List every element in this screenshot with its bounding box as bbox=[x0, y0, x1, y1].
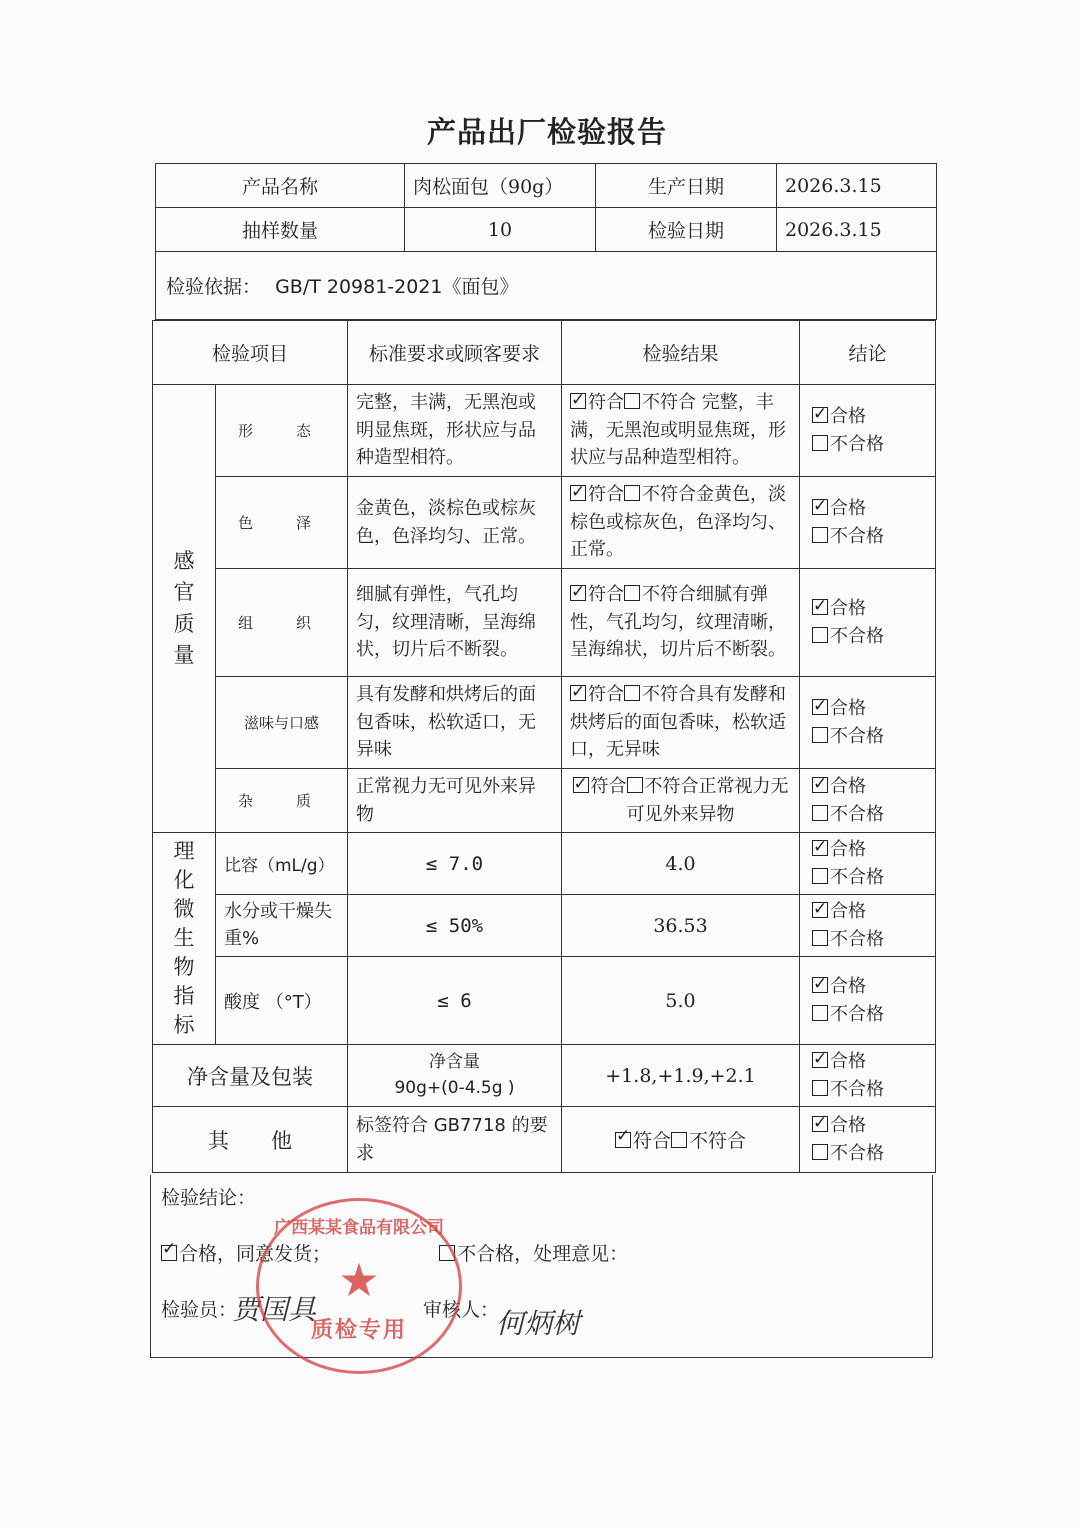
production-date-value: 2026.3.15 bbox=[777, 164, 937, 208]
checkbox-icon bbox=[812, 1005, 828, 1021]
item-conclusion: ✓合格 不合格 bbox=[800, 385, 936, 477]
fail-text: 不合格，处理意见： bbox=[457, 1243, 629, 1265]
item-result: ✓符合 不符合金黄色，淡棕色或棕灰色，色泽均匀、正常。 bbox=[562, 477, 800, 569]
product-name-value: 肉松面包（90g） bbox=[405, 164, 596, 208]
sample-qty-value: 10 bbox=[405, 208, 596, 252]
col-conclusion: 结论 bbox=[800, 321, 936, 385]
other-result: ✓符合 不符合 bbox=[562, 1107, 800, 1173]
checkbox-icon bbox=[624, 485, 640, 501]
checked-box-icon bbox=[615, 1132, 631, 1148]
item-result: ✓符合 不符合 完整，丰满，无黑泡或明显焦斑，形状应与品种造型相符。 bbox=[562, 385, 800, 477]
checkbox-icon bbox=[812, 1144, 828, 1160]
checkbox-icon bbox=[812, 627, 828, 643]
checkbox-icon bbox=[624, 685, 640, 701]
item-name: 酸度 （°T） bbox=[216, 957, 348, 1045]
item-standard: 完整，丰满，无黑泡或明显焦斑，形状应与品种造型相符。 bbox=[348, 385, 562, 477]
checked-box-icon bbox=[812, 499, 828, 515]
net-standard: 净含量 90g+(0-4.5g ) bbox=[348, 1045, 562, 1107]
item-standard: 细腻有弹性，气孔均匀，纹理清晰，呈海绵状，切片后不断裂。 bbox=[348, 569, 562, 677]
table-row bbox=[153, 957, 936, 1045]
net-name: 净含量及包装 bbox=[153, 1045, 348, 1107]
header-table bbox=[155, 163, 937, 320]
table-row bbox=[153, 1045, 936, 1107]
item-conclusion: ✓合格 不合格 bbox=[800, 569, 936, 677]
col-result: 检验结果 bbox=[562, 321, 800, 385]
checkbox-icon bbox=[812, 868, 828, 884]
checkbox-icon bbox=[812, 527, 828, 543]
item-result: ✓符合 不符合细腻有弹性，气孔均匀，纹理清晰，呈海绵状，切片后不断裂。 bbox=[562, 569, 800, 677]
item-standard: ≤ 7.0 bbox=[348, 833, 562, 895]
item-name: 色 泽 bbox=[216, 477, 348, 569]
item-result: ✓符合 不符合正常视力无可见外来异物 bbox=[562, 769, 800, 833]
conclusion-label: 检验结论： bbox=[161, 1187, 257, 1209]
table-row bbox=[153, 385, 936, 477]
checkbox-icon bbox=[812, 930, 828, 946]
checked-box-icon bbox=[812, 699, 828, 715]
stamp-top-text: 广西某某食品有限公司 bbox=[274, 1218, 444, 1238]
item-result: 5.0 bbox=[562, 957, 800, 1045]
reviewer-signature: 何炳树 bbox=[496, 1307, 581, 1340]
product-name-label: 产品名称 bbox=[156, 164, 405, 208]
physchem-group-label: 理 化 微 生 物 指 标 bbox=[153, 833, 216, 1045]
item-standard: ≤ 50% bbox=[348, 895, 562, 957]
inspector-signature: 贾国具 bbox=[232, 1293, 317, 1326]
checked-box-icon bbox=[812, 902, 828, 918]
basis-value: GB/T 20981-2021《面包》 bbox=[275, 276, 519, 298]
item-conclusion: ✓合格 不合格 bbox=[800, 833, 936, 895]
table-row bbox=[153, 833, 936, 895]
net-conclusion: ✓合格 不合格 bbox=[800, 1045, 936, 1107]
item-name: 组 织 bbox=[216, 569, 348, 677]
production-date-label: 生产日期 bbox=[596, 164, 777, 208]
table-row bbox=[153, 569, 936, 677]
table-row bbox=[153, 677, 936, 769]
other-standard: 标签符合 GB7718 的要求 bbox=[348, 1107, 562, 1173]
item-result: 36.53 bbox=[562, 895, 800, 957]
pass-text: 合格，同意发货； bbox=[179, 1243, 332, 1265]
stamp-bottom-text: 质检专用 bbox=[310, 1318, 407, 1343]
inspection-date-label: 检验日期 bbox=[596, 208, 777, 252]
checked-box-icon bbox=[570, 585, 586, 601]
col-item: 检验项目 bbox=[153, 321, 348, 385]
checkbox-icon bbox=[812, 727, 828, 743]
checked-box-icon bbox=[812, 599, 828, 615]
reviewer-label: 审核人： bbox=[423, 1299, 500, 1321]
item-result: ✓符合 不符合具有发酵和烘烤后的面包香味，松软适口，无异味 bbox=[562, 677, 800, 769]
checked-box-icon bbox=[570, 685, 586, 701]
item-name: 比容（mL/g） bbox=[216, 833, 348, 895]
checked-box-icon bbox=[812, 777, 828, 793]
checkbox-icon bbox=[624, 585, 640, 601]
item-standard: ≤ 6 bbox=[348, 957, 562, 1045]
item-conclusion: ✓合格 不合格 bbox=[800, 895, 936, 957]
item-name: 水分或干燥失重% bbox=[216, 895, 348, 957]
checkbox-icon bbox=[812, 1080, 828, 1096]
item-name: 滋味与口感 bbox=[216, 677, 348, 769]
table-row bbox=[153, 1107, 936, 1173]
other-name: 其 他 bbox=[153, 1107, 348, 1173]
checked-box-icon bbox=[570, 393, 586, 409]
checked-box-icon bbox=[570, 485, 586, 501]
col-standard: 标准要求或顾客要求 bbox=[348, 321, 562, 385]
inspection-table bbox=[152, 320, 936, 1173]
checkbox-icon bbox=[627, 777, 643, 793]
other-conclusion: ✓合格 不合格 bbox=[800, 1107, 936, 1173]
checked-box-icon bbox=[812, 407, 828, 423]
checkbox-icon bbox=[624, 393, 640, 409]
item-conclusion: ✓合格 不合格 bbox=[800, 769, 936, 833]
item-standard: 正常视力无可见外来异物 bbox=[348, 769, 562, 833]
table-row bbox=[153, 477, 936, 569]
checked-box-icon bbox=[812, 977, 828, 993]
item-standard: 具有发酵和烘烤后的面包香味，松软适口，无异味 bbox=[348, 677, 562, 769]
sensory-group-label: 感 官 质 量 bbox=[153, 385, 216, 833]
table-row bbox=[153, 895, 936, 957]
item-conclusion: ✓合格 不合格 bbox=[800, 957, 936, 1045]
inspector-label: 检验员： bbox=[161, 1299, 238, 1321]
checked-box-icon bbox=[161, 1245, 177, 1261]
quality-stamp bbox=[256, 1198, 462, 1374]
item-name: 形 态 bbox=[216, 385, 348, 477]
basis-label: 检验依据： bbox=[166, 276, 262, 298]
checkbox-icon bbox=[812, 435, 828, 451]
item-standard: 金黄色，淡棕色或棕灰色，色泽均匀、正常。 bbox=[348, 477, 562, 569]
report-title: 产品出厂检验报告 bbox=[426, 115, 667, 149]
sample-qty-label: 抽样数量 bbox=[156, 208, 405, 252]
star-icon: ★ bbox=[338, 1253, 380, 1307]
item-conclusion: ✓合格 不合格 bbox=[800, 677, 936, 769]
checkbox-icon bbox=[671, 1132, 687, 1148]
inspection-basis bbox=[156, 252, 937, 320]
table-row bbox=[153, 769, 936, 833]
net-result: +1.8,+1.9,+2.1 bbox=[562, 1045, 800, 1107]
checkbox-icon bbox=[812, 805, 828, 821]
item-conclusion: ✓合格 不合格 bbox=[800, 477, 936, 569]
checked-box-icon bbox=[812, 840, 828, 856]
checked-box-icon bbox=[573, 777, 589, 793]
checked-box-icon bbox=[812, 1052, 828, 1068]
checked-box-icon bbox=[812, 1116, 828, 1132]
item-name: 杂 质 bbox=[216, 769, 348, 833]
item-result: 4.0 bbox=[562, 833, 800, 895]
inspection-date-value: 2026.3.15 bbox=[777, 208, 937, 252]
